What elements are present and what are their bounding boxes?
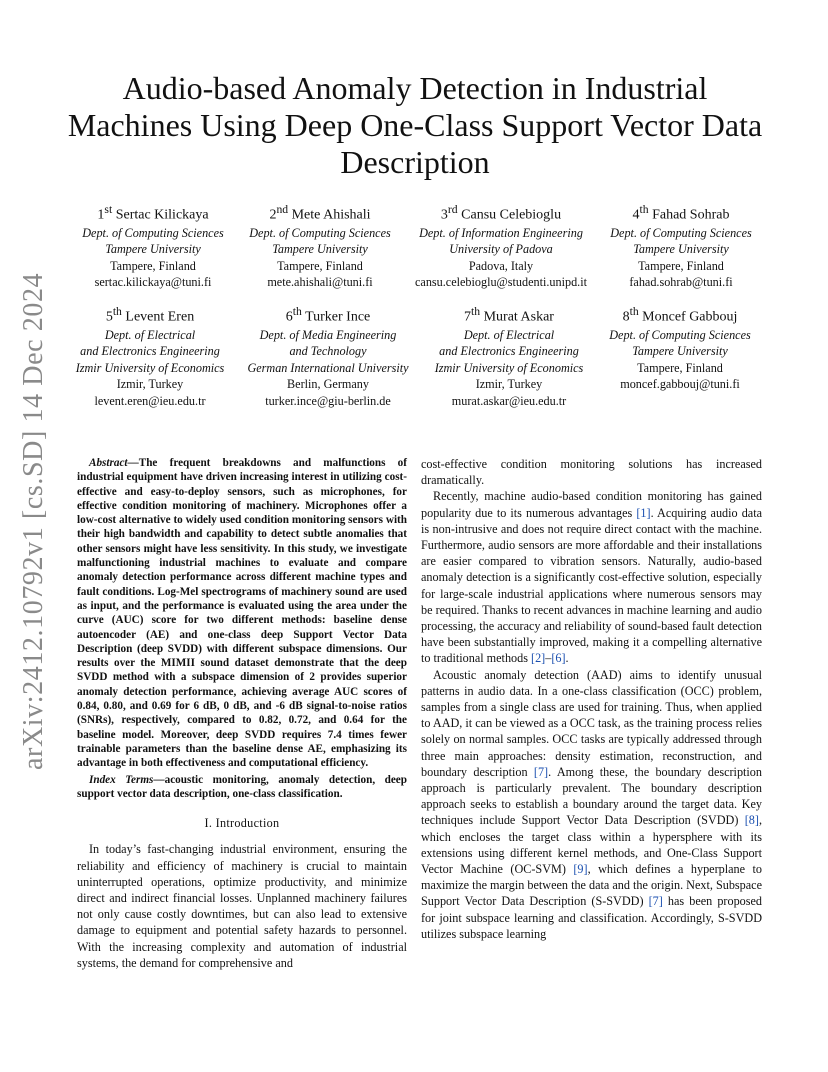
intro-paragraph-3: Acoustic anomaly detection (AAD) aims to identify unusual patterns in audio data. In a one-class classification (OCC) problem, samples from a single class are used for training. Thus, when applied to AAD, it can be viewed as a OCC task, as the training process relies solely on normal samples. OCC tasks are typically addressed through three main approaches: density estimation, reconstruction, and boundary description [7]. Among these, the boundary description approach is particularly prevalent. The boundary description approach seeks to establish a boundary around the target data. Key techniques include Support Vector Data Description (SVDD) [8], which encloses the target class within a hypersphere with its extensions using different kernel methods, and One-Class Support Vector Machine (OC-SVM) [9], which defines a hyperplane to maximize the margin between the data and the origin. Next, Subspace Support Vector Data Description (S-SVDD) [7] has been proposed for joint subspace learning and classification. Accordingly, S-SVDD utilizes subspace learning — [421, 667, 763, 941]
citation-link[interactable]: [1] — [636, 505, 651, 520]
author-univ: Izmir University of Economics — [75, 360, 225, 375]
abstract-text: —The frequent breakdowns and malfunctions of industrial equipment have driven increasing interest in utilizing cost-effective and easy-to-deploy sensors, such as microphones, for effective condition monitoring of machinery. Microphones offer a low-cost alternative to widely used condition monitoring sensors with their high bandwidth and capability to detect subtle anomalies that other sensors might have less sensitivity. In this study, we investigate malfunctioning industrial machines to evaluate and compare anomaly detection performance across different machine types and fault conditions. Log-Mel spectrograms of machinery sound are used as input, and the performance is evaluated using the area under the curve (AUC) score for two different methods: baseline dense autoencoder (AE) and one-class deep Support Vector Data Description (deep SVDD) with different subspace dimensions. Our results over the MIMII sound dataset demonstrate that the deep SVDD method with a subspace dimension of 2 provides superior anomaly detection performance, achieving average AUC scores of 0.84, 0.80, and 0.69 for 6 dB, 0 dB, and -6 dB signal-to-noise ratios (SNRs), respectively, compared to 0.82, 0.72, and 0.64 for the baseline model. Moreover, deep SVDD requires 7.4 times fewer trainable parameters than the baseline dense AE, emphasizing its advantage in both effectiveness and computational efficiency. — [77, 457, 407, 770]
author-block — [64, 302, 236, 410]
intro-paragraph-2: Recently, machine audio-based condition monitoring has gained popularity due to its numerous advantages [1]. Acquiring audio data is non-intrusive and does not require direct contact with the machine. Furthermore, audio sensors are more affordable and their installations are easier compared to vibration sensors. Naturally, audio-based anomaly detection is a significantly cost-effective solution, especially for large-scale industrial applications where numerous sensors may be required. Thanks to recent advances in machine learning and audio processing, the accuracy and reliability of sound-based fault detection have been substantially improved, making it a compelling alternative to traditional methods [2]–[6]. — [421, 489, 762, 666]
author-email[interactable]: turker.ince@giu-berlin.de — [265, 394, 391, 409]
author-block — [404, 200, 598, 291]
author-block — [598, 302, 762, 393]
author-name: 1st Sertac Kilickaya — [97, 203, 209, 223]
author-block — [236, 200, 404, 291]
author-email[interactable]: mete.ahishali@tuni.fi — [267, 275, 373, 290]
author-email[interactable]: cansu.celebioglu@studenti.unipd.it — [415, 275, 587, 290]
author-univ: Tampere University — [632, 344, 728, 359]
author-name: 5th Levent Eren — [105, 305, 195, 325]
citation-link[interactable]: [2] — [531, 651, 546, 666]
author-dept: Dept. of Computing Sciences — [249, 225, 391, 240]
author-dept: Dept. of Computing Sciences — [610, 225, 752, 240]
author-name: 7th Murat Askar — [464, 305, 554, 325]
author-dept: Dept. of Electrical — [463, 327, 555, 342]
author-name: 2nd Mete Ahishali — [269, 203, 371, 223]
citation-link[interactable]: [8] — [744, 813, 759, 828]
citation-link[interactable]: [7] — [648, 894, 663, 909]
author-place: Tampere, Finland — [638, 258, 724, 273]
author-email[interactable]: levent.eren@ieu.edu.tr — [94, 394, 206, 409]
intro-paragraph-continued: cost-effective condition monitoring solutions has increased dramatically. — [421, 457, 762, 488]
citation-link[interactable]: [6] — [551, 651, 566, 666]
abstract-label: Abstract — [89, 457, 128, 469]
author-univ: University of Padova — [449, 242, 553, 257]
author-email[interactable]: moncef.gabbouj@tuni.fi — [620, 377, 740, 392]
index-terms-label: Index Terms — [89, 773, 154, 786]
author-dept: Dept. of Information Engineering — [419, 225, 583, 240]
intro-paragraph-1: In today’s fast-changing industrial environment, ensuring the reliability and efficiency of machinery is crucial to maintain uninterrupted operations, optimize productivity, and minimize direct and indirect financial losses. Unplanned machinery failures not only cause costly downtimes, but can also lead to extensive damage to equipment and potential safety hazards to personnel. With the increasing complexity and automation of industrial systems, the demand for comprehensive and — [77, 842, 407, 970]
citation-link[interactable]: [9] — [573, 862, 588, 877]
author-block — [236, 302, 420, 410]
author-email[interactable]: sertac.kilickaya@tuni.fi — [94, 275, 212, 290]
left-column — [77, 456, 407, 971]
author-dept: Dept. of Media Engineering — [259, 327, 397, 342]
author-name: 4th Fahad Sohrab — [632, 203, 730, 223]
author-place: Berlin, Germany — [287, 377, 369, 392]
author-univ: Tampere University — [272, 242, 368, 257]
author-place: Tampere, Finland — [277, 258, 363, 273]
author-email[interactable]: murat.askar@ieu.edu.tr — [451, 394, 567, 409]
author-place: Tampere, Finland — [110, 258, 196, 273]
author-name: 6th Turker Ince — [285, 305, 371, 325]
index-terms — [77, 773, 407, 802]
index-terms-text: —acoustic monitoring, anomaly detection, deep support vector data description, one-class classification. — [77, 773, 407, 800]
author-dept: Dept. of Computing Sciences — [609, 327, 751, 342]
author-dept-2: and Electronics Engineering — [80, 344, 220, 359]
author-place: Izmir, Turkey — [475, 377, 543, 392]
author-univ: German International University — [247, 360, 409, 375]
author-block — [420, 302, 598, 410]
author-block — [70, 200, 236, 291]
author-univ: Tampere University — [633, 242, 729, 257]
paper-title: Audio-based Anomaly Detection in Industrial Machines Using Deep One-Class Support Vector Data Description — [67, 70, 763, 180]
author-dept-2: and Electronics Engineering — [439, 344, 579, 359]
author-place: Tampere, Finland — [637, 360, 723, 375]
section-heading-introduction: I. Introduction — [204, 816, 280, 831]
author-dept: Dept. of Computing Sciences — [82, 225, 224, 240]
author-dept: Dept. of Electrical — [104, 327, 196, 342]
right-column — [421, 456, 762, 942]
author-univ: Tampere University — [105, 242, 201, 257]
author-block — [598, 200, 764, 291]
author-univ: Izmir University of Economics — [434, 360, 584, 375]
author-dept-2: and Technology — [289, 344, 367, 359]
abstract — [77, 456, 407, 771]
author-email[interactable]: fahad.sohrab@tuni.fi — [629, 275, 733, 290]
author-name: 8th Moncef Gabbouj — [622, 305, 738, 325]
author-place: Izmir, Turkey — [116, 377, 184, 392]
author-name: 3rd Cansu Celebioglu — [440, 203, 562, 223]
arxiv-stamp: arXiv:2412.10792v1 [cs.SD] 14 Dec 2024 — [18, 272, 49, 770]
citation-link[interactable]: [7] — [533, 764, 549, 779]
author-place: Padova, Italy — [468, 258, 534, 273]
